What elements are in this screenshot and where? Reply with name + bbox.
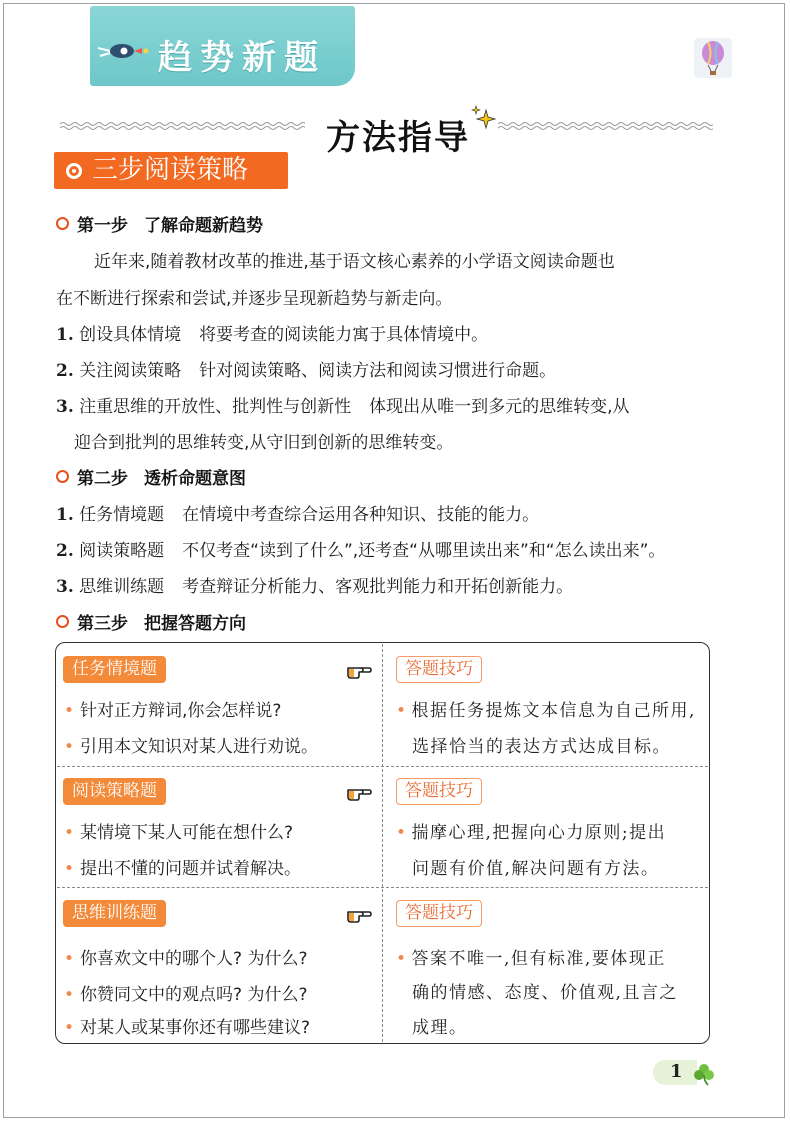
row1-question-2: • 引用本文知识对某人进行劝说。 [64,737,319,757]
step1-intro-2: 在不断进行探索和尝试,并逐步呈现新趋势与新走向。 [56,289,453,309]
wavy-divider-left [60,121,305,131]
step-bullet-icon [56,470,69,483]
step1-item-2: 2. 关注阅读策略 针对阅读策略、阅读方法和阅读习惯进行命题。 [56,361,557,381]
step-bullet-icon [56,217,69,230]
row2-tip-2: 问题有价值,解决问题有方法。 [412,859,660,879]
page-title: 方法指导 [326,118,470,158]
row3-question-3: • 对某人或某事你还有哪些建议? [64,1018,311,1038]
row2-type-tag: 阅读策略题 [63,778,166,805]
step1-item-1: 1. 创设具体情境 将要考查的阅读能力寓于具体情境中。 [56,325,489,345]
step2-item-2: 2. 阅读策略题 不仅考查“读到了什么”,还考查“从哪里读出来”和“怎么读出来”。 [56,541,666,561]
row2-question-2: • 提出不懂的问题并试着解决。 [64,859,302,879]
row2-question-1: • 某情境下某人可能在想什么? [64,823,294,843]
row3-tip-tag: 答题技巧 [396,900,482,927]
step1-intro-1: 近年来,随着教材改革的推进,基于语文核心素养的小学语文阅读命题也 [94,252,615,272]
step1-heading [56,211,263,236]
step2-label: 第二步 [77,469,128,489]
pointing-hand-icon [346,904,372,924]
page-number: 1 [670,1061,683,1082]
table-column-divider [382,644,383,1042]
pointing-hand-icon [346,660,372,680]
step3-label: 第三步 [77,614,128,634]
banner-title: 趋势新题 [158,38,326,78]
wavy-divider-right [498,121,713,131]
step1-item-3-cont: 迎合到批判的思维转变,从守旧到创新的思维转变。 [74,433,454,453]
rocket-icon [96,40,151,62]
step2-title: 透析命题意图 [144,469,246,489]
step1-item-3: 3. 注重思维的开放性、批判性与创新性 体现出从唯一到多元的思维转变,从 [56,397,630,417]
row1-question-1: • 针对正方辩词,你会怎样说? [64,701,282,721]
row1-tip-1: • 根据任务提炼文本信息为自己所用, [396,701,696,721]
clover-icon [692,1062,716,1086]
step3-heading [56,609,246,634]
table-row-divider [57,766,708,767]
step3-title: 把握答题方向 [144,614,246,634]
pointing-hand-icon [346,782,372,802]
row2-tip-1: • 揣摩心理,把握向心力原则;提出 [396,823,667,843]
row3-question-2: • 你赞同文中的观点吗? 为什么? [64,985,308,1005]
table-row-divider [57,887,708,888]
row3-tip-2: 确的情感、态度、价值观,且言之 [412,983,678,1003]
row3-type-tag: 思维训练题 [63,900,166,927]
sparkle-icon [468,104,498,134]
section-bullet-icon [66,163,82,179]
row3-question-1: • 你喜欢文中的哪个人? 为什么? [64,949,308,969]
row1-type-tag: 任务情境题 [63,656,166,683]
row1-tip-tag: 答题技巧 [396,656,482,683]
step1-title: 了解命题新趋势 [144,216,263,236]
step2-heading [56,464,246,489]
step-bullet-icon [56,615,69,628]
row1-tip-2: 选择恰当的表达方式达成目标。 [412,737,671,757]
step2-item-3: 3. 思维训练题 考查辩证分析能力、客观批判能力和开拓创新能力。 [56,577,574,597]
row2-tip-tag: 答题技巧 [396,778,482,805]
row3-tip-1: • 答案不唯一,但有标准,要体现正 [396,949,666,969]
hot-air-balloon-icon [694,38,732,78]
step2-item-1: 1. 任务情境题 在情境中考查综合运用各种知识、技能的能力。 [56,505,540,525]
step1-label: 第一步 [77,216,128,236]
row3-tip-3: 成理。 [412,1018,468,1038]
section-title: 三步阅读策略 [92,155,249,185]
